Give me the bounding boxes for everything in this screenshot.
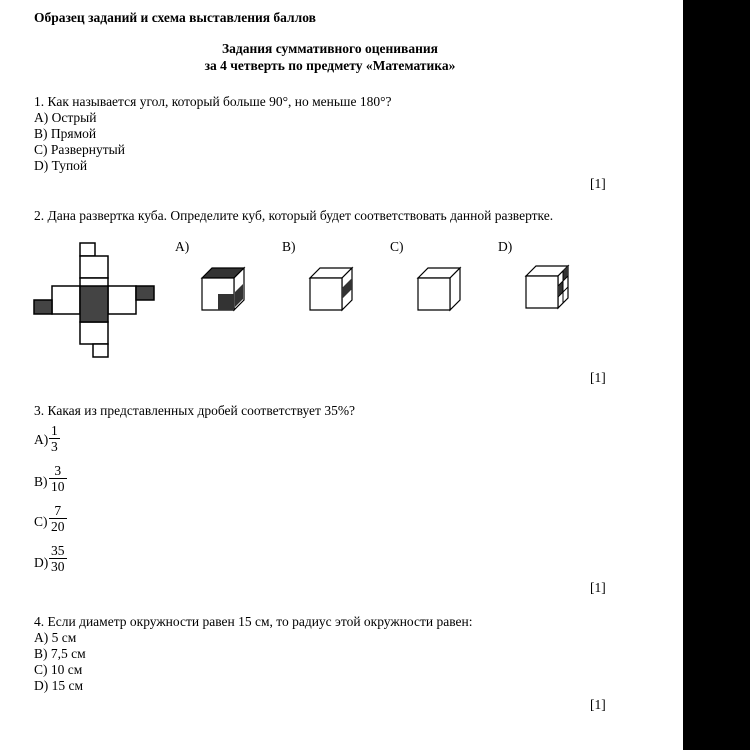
q1-option-c: C) Развернутый <box>34 142 125 157</box>
q1-score: [1] <box>590 176 606 191</box>
q2-score: [1] <box>590 370 606 385</box>
q2-question: 2. Дана развертка куба. Определите куб, который будет соответствовать данной развертке. <box>34 208 554 223</box>
q3-question: 3. Какая из представленных дробей соответствует 35%? <box>34 403 356 418</box>
q2-label-a: A) <box>175 239 190 254</box>
q1-question: 1. Как называется угол, который больше 90°, но меньше 180°? <box>34 94 392 109</box>
q3-fraction-b <box>49 463 67 494</box>
q4-option-b: B) 7,5 см <box>34 646 86 661</box>
q1-option-a: A) Острый <box>34 110 97 125</box>
sample-title: Образец заданий и схема выставления баллов <box>34 10 316 25</box>
cube-net-figure <box>30 238 160 363</box>
q4-option-a: A) 5 см <box>34 630 77 645</box>
q3-fraction-a <box>49 423 60 454</box>
q3-fraction-b-den: 10 <box>51 479 65 494</box>
q3-fraction-d <box>49 543 67 574</box>
q3-fraction-d-num: 35 <box>51 543 65 558</box>
cube-option-c <box>414 264 464 314</box>
q4-option-c: C) 10 см <box>34 662 83 677</box>
q1-option-d: D) Тупой <box>34 158 88 173</box>
q4-question: 4. Если диаметр окружности равен 15 см, то радиус этой окружности равен: <box>34 614 473 629</box>
cube-option-a <box>198 264 248 314</box>
doc-title-line2: за 4 четверть по предмету «Математика» <box>204 58 456 73</box>
q3-option-d-label: D) <box>34 555 49 570</box>
q3-fraction-b-num: 3 <box>54 463 62 478</box>
doc-title-line1: Задания суммативного оценивания <box>222 41 438 56</box>
q2-label-b: B) <box>282 239 296 254</box>
q3-option-b-label: B) <box>34 474 48 489</box>
q3-fraction-a-den: 3 <box>51 439 58 454</box>
q3-fraction-c-den: 20 <box>51 519 65 534</box>
q3-score: [1] <box>590 580 606 595</box>
q2-label-d: D) <box>498 239 513 254</box>
cube-option-b <box>306 264 356 314</box>
q3-fraction-a-num: 1 <box>51 423 58 438</box>
q4-option-d: D) 15 см <box>34 678 84 693</box>
cube-option-d <box>522 262 574 314</box>
q3-fraction-d-den: 30 <box>51 559 65 574</box>
q2-label-c: C) <box>390 239 404 254</box>
q3-fraction-c <box>49 503 67 534</box>
q3-option-c-label: C) <box>34 514 48 529</box>
q3-fraction-c-num: 7 <box>54 503 62 518</box>
q4-score: [1] <box>590 697 606 712</box>
q1-option-b: B) Прямой <box>34 126 97 141</box>
q3-option-a-label: A) <box>34 432 49 447</box>
